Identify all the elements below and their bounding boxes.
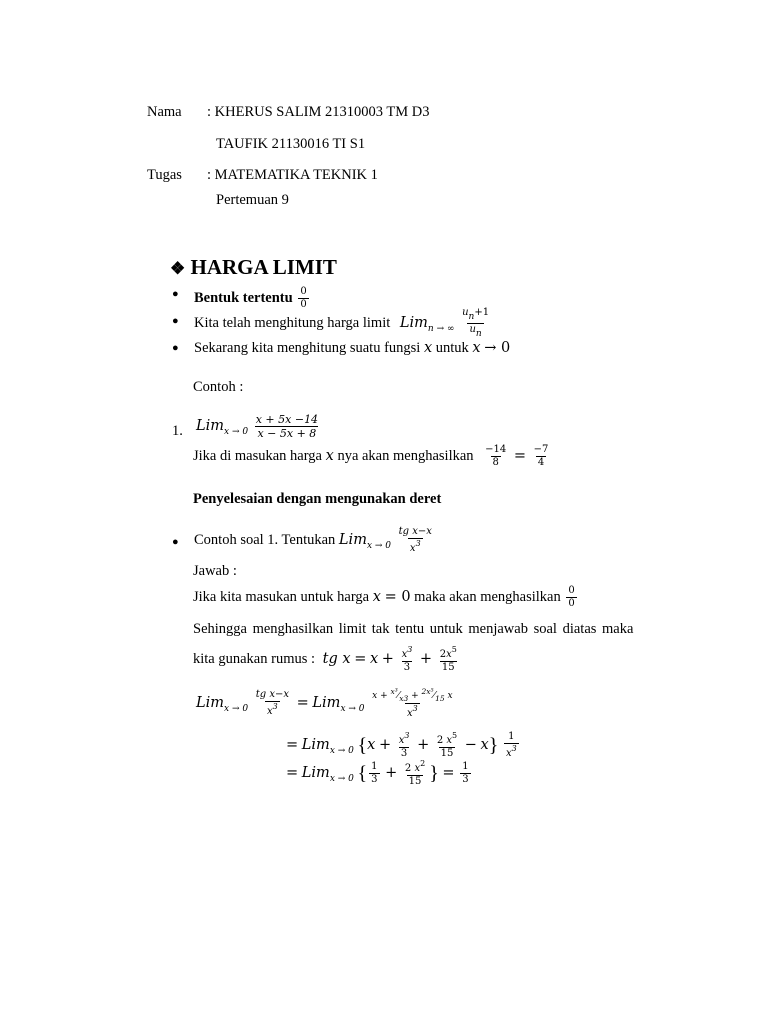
- bullet-icon: ●: [172, 288, 179, 300]
- derivation-line-3: = Lim$_{x \to 0}$ { $\frac{1}{3}$ + $\frac{2 x^2}{15}$ } = $\frac{1}{3}$: [286, 759, 469, 787]
- bullet-fungsi-text-b: untuk: [435, 340, 469, 356]
- nama-label: Nama: [147, 104, 182, 120]
- bullet-limit-text: Kita telah menghitung harga limit: [194, 314, 391, 331]
- soal-text: Contoh soal 1. Tentukan: [194, 531, 336, 548]
- tugas-label: Tugas: [147, 167, 182, 183]
- diamond-star-icon: ❖: [170, 259, 186, 278]
- bullet-fungsi: Sekarang kita menghitung suatu fungsi x untuk x → 0: [194, 340, 511, 356]
- bullet-icon: ●: [172, 315, 179, 327]
- fraction-2x5-15: $\frac{2 x^5}{15}$: [436, 731, 458, 759]
- jawab-line1-b: maka akan menghasilkan: [414, 588, 561, 605]
- nama-value-2: TAUFIK 21130016 TI S1: [216, 136, 366, 152]
- jawab-line2: [193, 622, 658, 637]
- rumus-line: kita gunakan rumus : tg x = x + $\frac{x^3}{3}$ + $\frac{2x^5}{15}$: [193, 645, 457, 673]
- contoh-label: Contoh :: [193, 379, 244, 395]
- fraction-tgx-x: $\frac{\text{tg x−x}}{x^3}$: [255, 689, 289, 718]
- example1-limit: Lim$_{x \to 0}$ $\frac{x + 5x -14}{x - 5x + 8}$: [196, 413, 319, 440]
- soal-line: Contoh soal 1. Tentukan Lim$_{x \to 0}$ $\frac{\text{tg x−x}}{x^3}$: [194, 526, 432, 554]
- fraction-1-3-result: $\frac{1}{3}$: [462, 761, 469, 785]
- tugas-value: : MATEMATIKA TEKNIK 1: [207, 167, 378, 183]
- fraction-zero-over-zero: $\frac{0}{0}$: [300, 286, 307, 310]
- bullet-bentuk: [194, 287, 311, 310]
- fraction-un: $\frac{un+1}{un}$: [462, 307, 490, 339]
- example1-text-a: Jika di masukan harga: [193, 447, 322, 464]
- fraction-1-x3: $\frac{1}{x^3}$: [505, 731, 517, 759]
- fraction-minus7-4: $\frac{-7}{4}$: [533, 444, 549, 468]
- jawab-line1: Jika kita masukan untuk harga x = 0 maka akan menghasilkan $\frac{0}{0}$: [193, 585, 575, 609]
- fraction-minus14-8: $\frac{-14}{8}$: [485, 444, 507, 468]
- derivation-line-2: = Lim$_{x \to 0}$ {x + $\frac{x^3}{3}$ + $\frac{2 x^5}{15}$ − x} $\frac{1}{x^3}$: [286, 731, 517, 759]
- bullet-bentuk-text: Bentuk tertentu: [194, 289, 293, 306]
- soal-fraction: $\frac{\text{tg x−x}}{x^3}$: [398, 526, 432, 554]
- section-heading: [170, 257, 337, 278]
- rumus-text: kita gunakan rumus :: [193, 650, 316, 667]
- tugas-value-2: Pertemuan 9: [216, 192, 289, 208]
- example1-text: Jika di masukan harga x nya akan menghasilkan $\frac{-14}{8}$ = $\frac{-7}{4}$: [193, 444, 549, 468]
- bullet-limit: Kita telah menghitung harga limit Lim$_{n \to \infty}$ $\frac{un+1}{un}$: [194, 307, 490, 339]
- fraction-x3-3: $\frac{x^3}{3}$: [401, 645, 413, 673]
- bullet-icon: ●: [172, 342, 179, 354]
- example1-fraction: $\frac{x + 5x -14}{x - 5x + 8}$: [255, 413, 319, 440]
- fraction-zero-over-zero: $\frac{0}{0}$: [568, 585, 575, 609]
- fraction-1-3: $\frac{1}{3}$: [371, 761, 378, 785]
- fraction-x3-3: $\frac{x^3}{3}$: [398, 731, 410, 759]
- example-number: 1.: [172, 423, 183, 439]
- fraction-2x2-15: $\frac{2 x^2}{15}$: [404, 759, 426, 787]
- jawab-label: Jawab :: [193, 563, 237, 579]
- bullet-icon: ●: [172, 536, 179, 548]
- fraction-series: $\frac{x + ^{x^3}⁄_{x3} + ^{2x^5}⁄_{15} x}{x^3}$: [372, 687, 453, 720]
- jawab-line2-text: Sehingga menghasilkan limit tak tentu untuk menjawab soal diatas maka: [193, 621, 634, 637]
- section-heading-text: HARGA LIMIT: [190, 255, 337, 279]
- subheading: Penyelesaian dengan mengunakan deret: [193, 491, 442, 507]
- bullet-fungsi-text-a: Sekarang kita menghitung suatu fungsi: [194, 340, 421, 356]
- example1-text-b: nya akan menghasilkan: [337, 447, 474, 464]
- fraction-2x5-15: $\frac{2x^5}{15}$: [439, 645, 457, 673]
- jawab-line1-a: Jika kita masukan untuk harga: [193, 588, 370, 605]
- derivation-line-1: Lim$_{x \to 0}$ $\frac{\text{tg x−x}}{x^3}$ = Lim$_{x \to 0}$ $\frac{x + ^{x^3}⁄_{x3} + ^{2x^5}⁄_{15} x}{x^3}$: [196, 687, 453, 720]
- nama-value: : KHERUS SALIM 21310003 TM D3: [207, 104, 430, 120]
